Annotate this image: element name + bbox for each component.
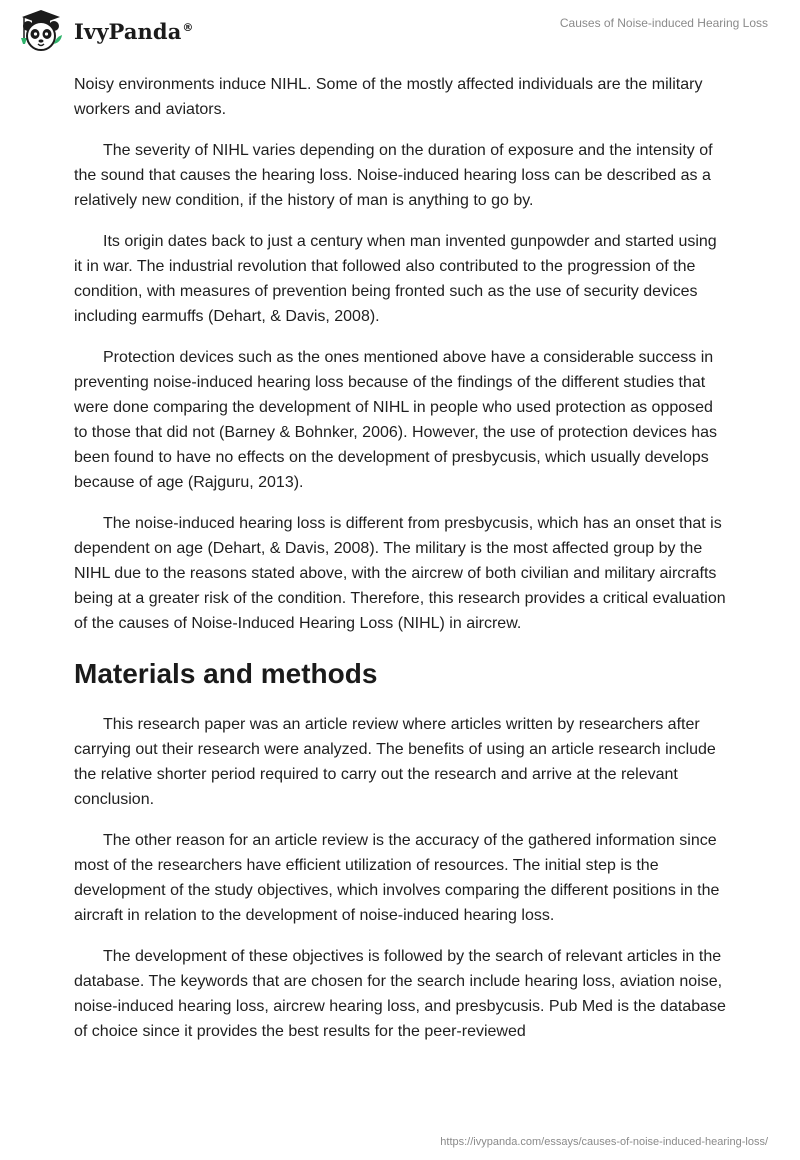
logo-wordmark: IvyPanda®: [74, 18, 194, 44]
paragraph: Noisy environments induce NIHL. Some of the mostly affected individuals are the military workers and aviators.: [74, 76, 703, 118]
registered-mark: ®: [182, 20, 194, 34]
paragraph: The development of these objectives is followed by the search of relevant articles in the database. The keywords that are chosen for the search include hearing loss, aviation noise, noise-induced hearing loss, aircrew hearing loss, and presbycusis. Pub Med is the database of choice since it provides the best results for the peer-reviewed: [74, 948, 726, 1040]
essay-body: [74, 72, 726, 1060]
source-url[interactable]: https://ivypanda.com/essays/causes-of-noise-induced-hearing-loss/: [440, 1136, 768, 1148]
paragraph: The other reason for an article review is the accuracy of the gathered information since most of the researchers have efficient utilization of resources. The initial step is the development of the study objectives, which involves comparing the different positions in the aircraft in relation to the development of noise-induced hearing loss.: [74, 832, 720, 924]
paragraph: This research paper was an article review where articles written by researchers after carrying out their research were analyzed. The benefits of using an article research include the relative shorter period required to carry out the research and arrive at the relevant conclusion.: [74, 716, 716, 808]
paragraph: Its origin dates back to just a century when man invented gunpowder and started using it in war. The industrial revolution that followed also contributed to the progression of the condition, with measures of prevention being fronted such as the use of security devices including earmuffs (Dehart, & Davis, 2008).: [74, 233, 717, 325]
ivypanda-logo[interactable]: [14, 8, 194, 54]
document-title: Causes of Noise-induced Hearing Loss: [559, 16, 768, 30]
panda-graduate-icon: [14, 8, 66, 54]
paragraph: Protection devices such as the ones mentioned above have a considerable success in preventing noise-induced hearing loss because of the findings of the different studies that were done comparing the development of NIHL in people who used protection as opposed to those that did not (Barney & Bohnker, 2006). However, the use of protection devices has been found to have no effects on the development of presbycusis, which usually develops because of age (Rajguru, 2013).: [74, 349, 718, 491]
paragraph: The noise-induced hearing loss is different from presbycusis, which has an onset that is dependent on age (Dehart, & Davis, 2008). The military is the most affected group by the NIHL due to the reasons stated above, with the aircrew of both civilian and military aircrafts being at a greater risk of the condition. Therefore, this research provides a critical evaluation of the causes of Noise-Induced Hearing Loss (NIHL) in aircrew.: [74, 515, 726, 632]
page-header: [0, 0, 800, 60]
section-heading: Materials and methods: [74, 658, 378, 689]
paragraph: The severity of NIHL varies depending on the duration of exposure and the intensity of the sound that causes the hearing loss. Noise-induced hearing loss can be described as a relatively new condition, if the history of man is anything to go by.: [74, 142, 713, 209]
